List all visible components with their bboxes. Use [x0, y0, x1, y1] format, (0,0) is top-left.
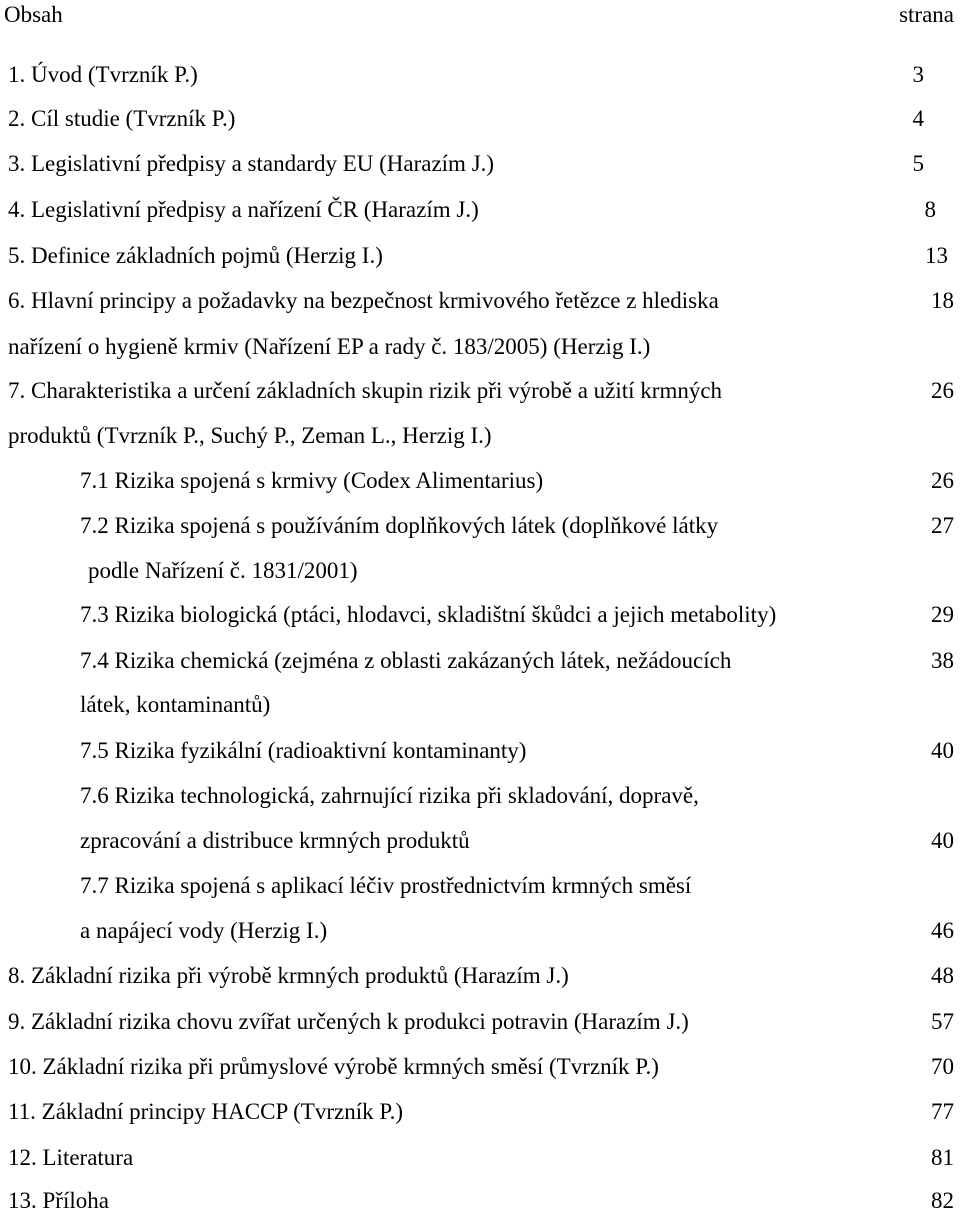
toc-entry-6-line-2[interactable]: nařízení o hygieně krmiv (Nařízení EP a rady č. 183/2005) (Herzig I.)	[8, 334, 651, 359]
toc-title: Obsah	[4, 2, 63, 27]
toc-entry-3[interactable]: 3. Legislativní předpisy a standardy EU (Harazím J.)	[8, 151, 495, 176]
toc-page-7-3: 29	[931, 602, 954, 627]
toc-entry-7-7-line-1[interactable]: 7.7 Rizika spojená s aplikací léčiv prostřednictvím krmných směsí	[80, 873, 692, 898]
toc-entry-10[interactable]: 10. Základní rizika při průmyslové výrobě krmných směsí (Tvrzník P.)	[8, 1054, 659, 1079]
toc-entry-9[interactable]: 9. Základní rizika chovu zvířat určených k produkci potravin (Harazím J.)	[8, 1009, 689, 1034]
toc-page-3: 5	[912, 151, 924, 176]
toc-entry-8[interactable]: 8. Základní rizika při výrobě krmných produktů (Harazím J.)	[8, 963, 569, 988]
toc-entry-7-6-line-2[interactable]: zpracování a distribuce krmných produktů	[80, 828, 470, 853]
toc-page-11: 77	[931, 1099, 954, 1124]
toc-entry-6-line-1[interactable]: 6. Hlavní principy a požadavky na bezpečnost krmivového řetězce z hlediska	[8, 288, 719, 313]
toc-entry-4[interactable]: 4. Legislativní předpisy a nařízení ČR (Harazím J.)	[8, 197, 479, 222]
toc-entry-7-2-line-1[interactable]: 7.2 Rizika spojená s používáním doplňkových látek (doplňkové látky	[80, 513, 719, 538]
page-column-header: strana	[899, 2, 954, 27]
toc-page-7-7: 46	[931, 918, 954, 943]
toc-page-2: 4	[912, 106, 924, 131]
toc-entry-7-3[interactable]: 7.3 Rizika biologická (ptáci, hlodavci, skladištní škůdci a jejich metabolity)	[80, 602, 777, 627]
toc-page-9: 57	[931, 1009, 954, 1034]
toc-entry-7-4-line-1[interactable]: 7.4 Rizika chemická (zejména z oblasti zakázaných látek, nežádoucích	[80, 648, 732, 673]
toc-page-8: 48	[931, 963, 954, 988]
toc-entry-2[interactable]: 2. Cíl studie (Tvrzník P.)	[8, 106, 236, 131]
toc-entry-5[interactable]: 5. Definice základních pojmů (Herzig I.)	[8, 243, 383, 268]
toc-page-7-2: 27	[931, 513, 954, 538]
toc-page-7-5: 40	[931, 738, 954, 763]
toc-entry-13[interactable]: 13. Příloha	[8, 1188, 109, 1213]
toc-entry-7-7-line-2[interactable]: a napájecí vody (Herzig I.)	[80, 918, 328, 943]
toc-entry-7-5[interactable]: 7.5 Rizika fyzikální (radioaktivní kontaminanty)	[80, 738, 527, 763]
toc-entry-12[interactable]: 12. Literatura	[8, 1145, 134, 1170]
toc-page-10: 70	[931, 1054, 954, 1079]
toc-page-5: 13	[925, 243, 948, 268]
toc-entry-7-4-line-2[interactable]: látek, kontaminantů)	[80, 692, 271, 717]
toc-entry-1[interactable]: 1. Úvod (Tvrzník P.)	[8, 62, 198, 87]
toc-page-1: 3	[912, 62, 924, 87]
toc-entry-7-2-line-2[interactable]: podle Nařízení č. 1831/2001)	[88, 558, 358, 583]
toc-page-7-4: 38	[931, 648, 954, 673]
toc-entry-7-line-2[interactable]: produktů (Tvrzník P., Suchý P., Zeman L., Herzig I.)	[8, 423, 492, 448]
toc-page-6: 18	[931, 288, 954, 313]
toc-page-13: 82	[931, 1188, 954, 1213]
toc-page-7-1: 26	[931, 468, 954, 493]
toc-entry-7-line-1[interactable]: 7. Charakteristika a určení základních skupin rizik při výrobě a užití krmných	[8, 378, 723, 403]
toc-entry-11[interactable]: 11. Základní principy HACCP (Tvrzník P.)	[8, 1099, 403, 1124]
toc-page-7-6: 40	[931, 828, 954, 853]
toc-page-7: 26	[931, 378, 954, 403]
toc-page-4: 8	[924, 197, 936, 222]
toc-page-12: 81	[931, 1145, 954, 1170]
toc-entry-7-1[interactable]: 7.1 Rizika spojená s krmivy (Codex Alimentarius)	[80, 468, 544, 493]
toc-entry-7-6-line-1[interactable]: 7.6 Rizika technologická, zahrnující rizika při skladování, dopravě,	[80, 783, 699, 808]
